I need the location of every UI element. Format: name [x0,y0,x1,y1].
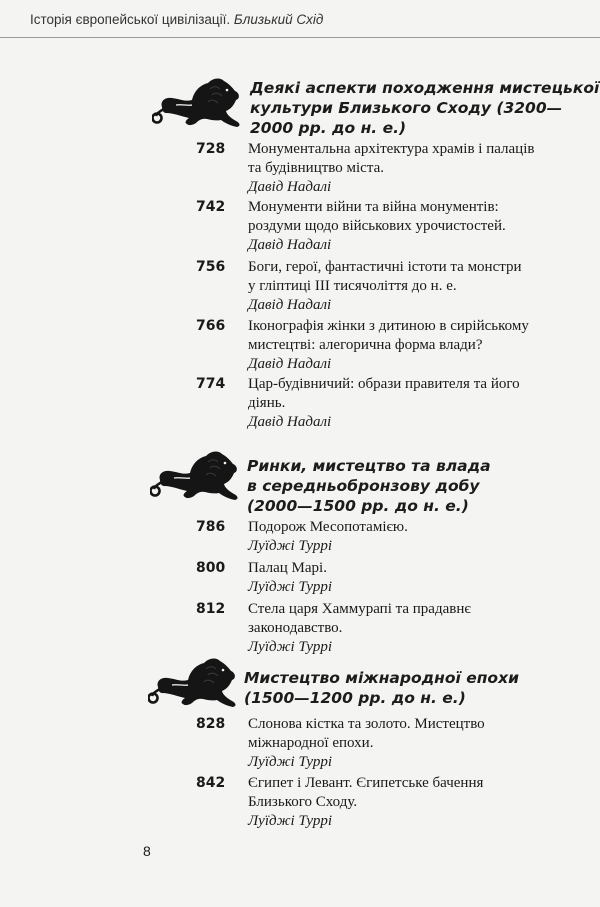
entry-author: Давід Надалі [248,179,332,195]
entry-author: Луїджі Туррі [248,639,333,655]
section-title-line: (2000—1500 рр. до н. е.) [247,497,469,515]
entry-title-line: Іконографія жінки з дитиною в сирійському [248,318,529,334]
lion-emblem-icon [148,655,240,713]
entry-author: Луїджі Туррі [248,754,333,770]
entry-author: Луїджі Туррі [248,579,333,595]
entry-title-line: мистецтві: алегорична форма влади? [248,337,483,353]
section-title [244,668,519,708]
lion-emblem-icon [150,448,242,506]
entry-title-line: та будівництво міста. [248,160,384,176]
page-ref: 842 [196,775,226,791]
entry-author: Давід Надалі [248,414,332,430]
section-title-line: (1500—1200 рр. до н. е.) [244,689,466,707]
entry-title-line: Цар-будівничий: образи правителя та його [248,376,520,392]
running-header [0,0,600,38]
entry-title-line: Подорож Месопотамією. [248,519,408,535]
entry-title-line: Палац Марі. [248,560,327,576]
entry-author: Давід Надалі [248,356,332,372]
page-ref: 766 [196,318,226,334]
section-title [250,78,599,138]
entry-title-line: Боги, герої, фантастичні істоти та монстри [248,259,522,275]
entry-author: Луїджі Туррі [248,813,333,829]
entry-title-line: роздуми щодо військових урочистостей. [248,218,506,234]
page-ref: 812 [196,601,226,617]
entry-title-line: Стела царя Хаммурапі та прадавнє [248,601,471,617]
book-subtitle: Близький Схід [233,12,324,27]
page-ref: 756 [196,259,226,275]
entry-author: Луїджі Туррі [248,538,333,554]
entry-title-line: міжнародної епохи. [248,735,374,751]
section-title-line: в середньобронзову добу [247,477,480,495]
section-title [247,456,491,516]
entry-author: Давід Надалі [248,237,332,253]
page-ref: 742 [196,199,226,215]
entry-title-line: Єгипет і Левант. Єгипетське бачення [248,775,484,791]
section-title-line: Ринки, мистецтво та влада [247,457,491,475]
section-title-line: культури Близького Сходу (3200— [250,99,563,117]
entry-title-line: законодавство. [248,620,343,636]
section-title-line: Мистецтво міжнародної епохи [244,669,519,687]
lion-emblem-icon [152,75,244,133]
entry-title-line: Близького Сходу. [248,794,358,810]
page-ref: 786 [196,519,226,535]
page-ref: 728 [196,141,226,157]
entry-title-line: Монументи війни та війна монументів: [248,199,499,215]
page-ref: 800 [196,560,226,576]
running-header-text [30,12,323,27]
page-ref: 828 [196,716,226,732]
entry-title-line: у гліптиці ІІІ тисячоліття до н. е. [248,278,457,294]
page-number: 8 [143,843,151,859]
section-title-line: Деякі аспекти походження мистецької [250,79,600,97]
entry-title-line: Монументальна архітектура храмів і палаців [248,141,535,157]
entry-title-line: діянь. [248,395,286,411]
book-title: Історія європейської цивілізації. [30,12,231,27]
entry-title-line: Слонова кістка та золото. Мистецтво [248,716,485,732]
section-title-line: 2000 рр. до н. е.) [250,119,407,137]
page-ref: 774 [196,376,226,392]
entry-author: Давід Надалі [248,297,332,313]
